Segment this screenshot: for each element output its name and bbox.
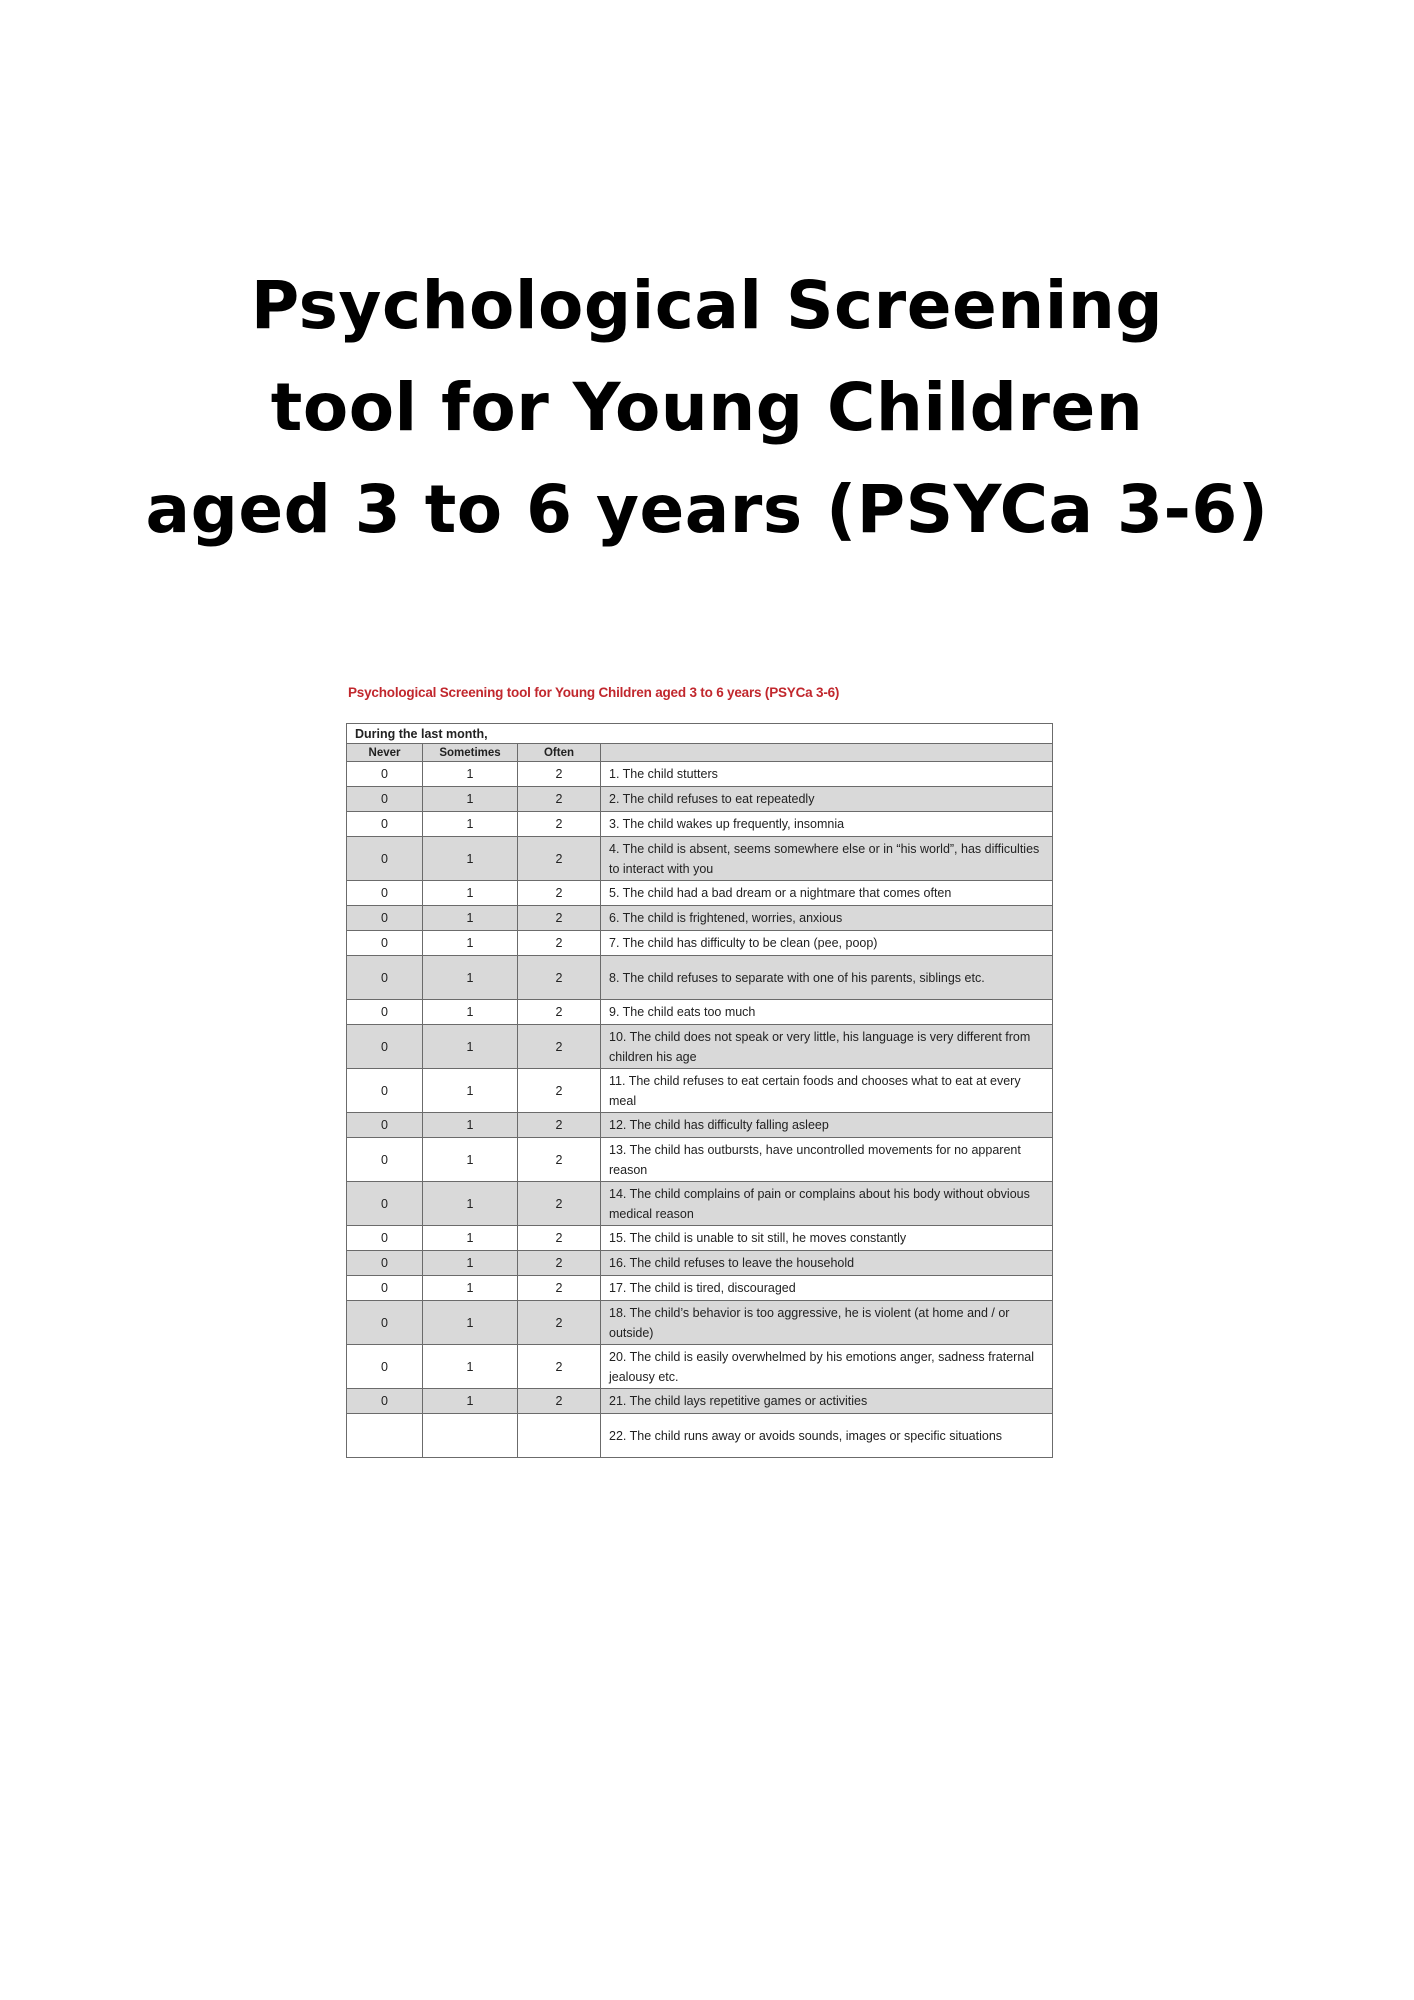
item-text-cell: 6. The child is frightened, worries, anxious (601, 906, 1053, 931)
score-often-cell: 2 (518, 787, 601, 812)
score-often-cell: 2 (518, 1301, 601, 1345)
screening-table (346, 723, 1053, 1458)
score-never-cell: 0 (347, 881, 423, 906)
score-sometimes-cell: 1 (423, 837, 518, 881)
item-text-cell: 12. The child has difficulty falling asleep (601, 1113, 1053, 1138)
item-text-cell: 4. The child is absent, seems somewhere else or in “his world”, has difficulties to interact with you (601, 837, 1053, 881)
score-sometimes-cell: 1 (423, 956, 518, 1000)
score-sometimes-cell: 1 (423, 1226, 518, 1251)
title-line: tool for Young Children (270, 369, 1144, 446)
item-text-cell: 3. The child wakes up frequently, insomnia (601, 812, 1053, 837)
score-sometimes-cell: 1 (423, 881, 518, 906)
score-sometimes-cell: 1 (423, 906, 518, 931)
score-often-cell: 2 (518, 1345, 601, 1389)
column-header-item (601, 744, 1053, 762)
table-row (347, 1000, 1053, 1025)
item-text-cell: 9. The child eats too much (601, 1000, 1053, 1025)
score-sometimes-cell: 1 (423, 762, 518, 787)
item-text-cell: 14. The child complains of pain or complains about his body without obvious medical reason (601, 1182, 1053, 1226)
table-body (347, 762, 1053, 1458)
table-row (347, 931, 1053, 956)
item-text-cell: 22. The child runs away or avoids sounds, images or specific situations (601, 1414, 1053, 1458)
score-often-cell: 2 (518, 1025, 601, 1069)
item-text-cell: 15. The child is unable to sit still, he moves constantly (601, 1226, 1053, 1251)
score-often-cell: 2 (518, 906, 601, 931)
score-sometimes-cell: 1 (423, 1345, 518, 1389)
title-line: aged 3 to 6 years (PSYCa 3-6) (145, 471, 1269, 548)
score-often-cell: 2 (518, 956, 601, 1000)
column-header-row (347, 744, 1053, 762)
table-row (347, 906, 1053, 931)
column-header-often: Often (518, 744, 601, 762)
score-sometimes-cell: 1 (423, 931, 518, 956)
item-text-cell: 2. The child refuses to eat repeatedly (601, 787, 1053, 812)
score-never-cell: 0 (347, 837, 423, 881)
table-row (347, 1069, 1053, 1113)
table-row (347, 837, 1053, 881)
score-never-cell: 0 (347, 1389, 423, 1414)
item-text-cell: 21. The child lays repetitive games or activities (601, 1389, 1053, 1414)
score-sometimes-cell: 1 (423, 1182, 518, 1226)
table-row (347, 1345, 1053, 1389)
score-never-cell: 0 (347, 1000, 423, 1025)
table-row (347, 956, 1053, 1000)
score-never-cell: 0 (347, 1251, 423, 1276)
score-often-cell: 2 (518, 1000, 601, 1025)
item-text-cell: 11. The child refuses to eat certain foods and chooses what to eat at every meal (601, 1069, 1053, 1113)
table-row (347, 1301, 1053, 1345)
score-never-cell: 0 (347, 1276, 423, 1301)
item-text-cell: 17. The child is tired, discouraged (601, 1276, 1053, 1301)
score-sometimes-cell: 1 (423, 787, 518, 812)
score-often-cell: 2 (518, 1138, 601, 1182)
score-often-cell: 2 (518, 1113, 601, 1138)
table-row (347, 1276, 1053, 1301)
item-text-cell: 16. The child refuses to leave the household (601, 1251, 1053, 1276)
item-text-cell: 13. The child has outbursts, have uncontrolled movements for no apparent reason (601, 1138, 1053, 1182)
score-never-cell: 0 (347, 1138, 423, 1182)
score-never-cell: 0 (347, 787, 423, 812)
table-row (347, 1226, 1053, 1251)
table-row (347, 812, 1053, 837)
score-often-cell: 2 (518, 1069, 601, 1113)
column-header-sometimes: Sometimes (423, 744, 518, 762)
table-row (347, 787, 1053, 812)
score-sometimes-cell: 1 (423, 1000, 518, 1025)
table-row (347, 1025, 1053, 1069)
score-often-cell: 2 (518, 837, 601, 881)
score-never-cell: 0 (347, 956, 423, 1000)
score-never-cell: 0 (347, 812, 423, 837)
score-sometimes-cell (423, 1414, 518, 1458)
score-often-cell: 2 (518, 931, 601, 956)
table-title: Psychological Screening tool for Young Children aged 3 to 6 years (PSYCa 3-6) (348, 685, 840, 700)
table-row (347, 1138, 1053, 1182)
score-never-cell: 0 (347, 1182, 423, 1226)
score-never-cell: 0 (347, 1113, 423, 1138)
score-sometimes-cell: 1 (423, 1301, 518, 1345)
item-text-cell: 20. The child is easily overwhelmed by his emotions anger, sadness fraternal jealousy etc. (601, 1345, 1053, 1389)
item-text-cell: 7. The child has difficulty to be clean (pee, poop) (601, 931, 1053, 956)
table-row (347, 1251, 1053, 1276)
period-label: During the last month, (347, 724, 1053, 744)
item-text-cell: 18. The child’s behavior is too aggressive, he is violent (at home and / or outside) (601, 1301, 1053, 1345)
period-row (347, 724, 1053, 744)
score-sometimes-cell: 1 (423, 1251, 518, 1276)
score-often-cell: 2 (518, 881, 601, 906)
score-never-cell: 0 (347, 931, 423, 956)
score-often-cell: 2 (518, 1182, 601, 1226)
score-often-cell: 2 (518, 812, 601, 837)
score-often-cell (518, 1414, 601, 1458)
score-never-cell: 0 (347, 762, 423, 787)
table-row (347, 1182, 1053, 1226)
table-row (347, 1389, 1053, 1414)
score-never-cell: 0 (347, 1345, 423, 1389)
item-text-cell: 8. The child refuses to separate with one of his parents, siblings etc. (601, 956, 1053, 1000)
item-text-cell: 1. The child stutters (601, 762, 1053, 787)
item-text-cell: 10. The child does not speak or very little, his language is very different from children his age (601, 1025, 1053, 1069)
score-often-cell: 2 (518, 1251, 601, 1276)
table-row (347, 762, 1053, 787)
score-often-cell: 2 (518, 1389, 601, 1414)
table-row (347, 1414, 1053, 1458)
score-often-cell: 2 (518, 1226, 601, 1251)
questionnaire-image (346, 680, 1066, 1458)
score-often-cell: 2 (518, 762, 601, 787)
score-sometimes-cell: 1 (423, 1113, 518, 1138)
item-text-cell: 5. The child had a bad dream or a nightmare that comes often (601, 881, 1053, 906)
score-never-cell: 0 (347, 1025, 423, 1069)
score-sometimes-cell: 1 (423, 1276, 518, 1301)
score-sometimes-cell: 1 (423, 812, 518, 837)
score-never-cell: 0 (347, 1069, 423, 1113)
score-sometimes-cell: 1 (423, 1069, 518, 1113)
score-sometimes-cell: 1 (423, 1025, 518, 1069)
score-often-cell: 2 (518, 1276, 601, 1301)
table-row (347, 881, 1053, 906)
score-sometimes-cell: 1 (423, 1389, 518, 1414)
title-line: Psychological Screening (250, 267, 1164, 344)
score-never-cell: 0 (347, 1301, 423, 1345)
page-title (0, 255, 1414, 561)
score-never-cell: 0 (347, 906, 423, 931)
score-sometimes-cell: 1 (423, 1138, 518, 1182)
score-never-cell: 0 (347, 1226, 423, 1251)
score-never-cell (347, 1414, 423, 1458)
table-row (347, 1113, 1053, 1138)
column-header-never: Never (347, 744, 423, 762)
